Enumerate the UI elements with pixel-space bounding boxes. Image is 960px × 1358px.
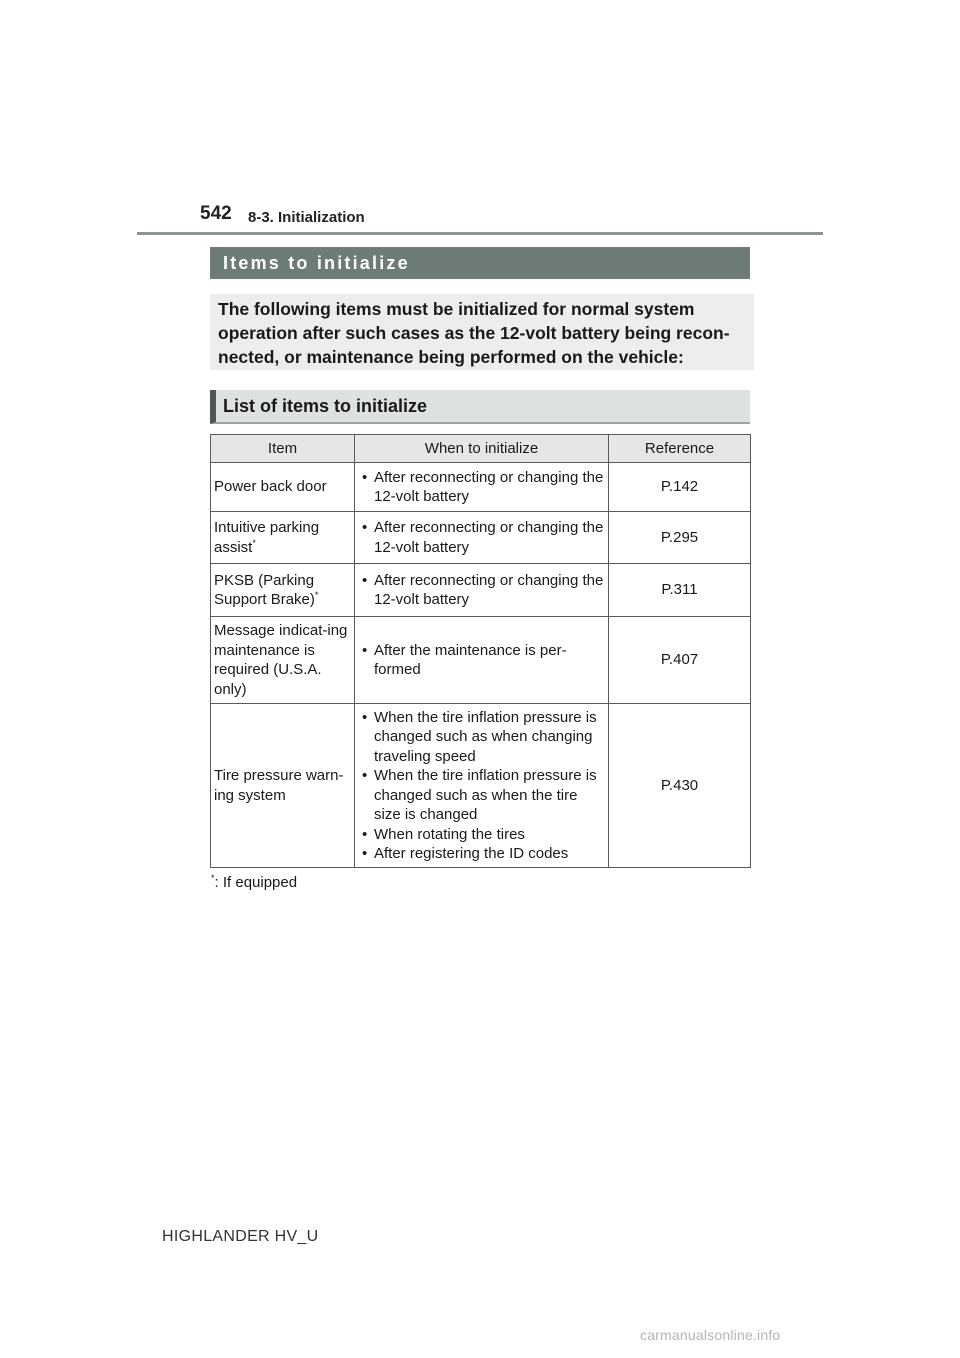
footnote-text: : If equipped (214, 874, 298, 891)
initialization-table (210, 434, 751, 868)
reference-cell: P.407 (609, 617, 751, 704)
item-cell (211, 512, 355, 564)
condition-list (358, 518, 605, 557)
reference-cell: P.295 (609, 512, 751, 564)
footnote (211, 874, 297, 891)
section-title: 8-3. Initialization (248, 209, 365, 226)
watermark: carmanualsonline.info (640, 1327, 781, 1343)
page-number: 542 (200, 203, 232, 224)
condition-item: • After reconnecting or changing the 12-volt battery (374, 571, 605, 610)
page-title: Items to initialize (223, 252, 410, 273)
equipped-asterisk: * (314, 590, 319, 600)
item-name: PKSB (Parking Support Brake) (214, 571, 315, 608)
intro-box (210, 294, 754, 370)
header-divider (137, 232, 823, 235)
condition-item: • After reconnecting or changing the 12-volt battery (374, 518, 605, 557)
column-header-reference: Reference (609, 435, 751, 463)
table-row (211, 463, 751, 512)
reference-cell: P.311 (609, 564, 751, 617)
table-row (211, 512, 751, 564)
condition-list (358, 708, 605, 864)
item-cell (211, 463, 355, 512)
condition-item: • After the maintenance is per-formed (374, 641, 605, 680)
intro-text: The following items must be initialized for normal system operation after such cases as the 12-volt battery being recon-nected, or maintenance being performed on the vehicle: (218, 299, 730, 367)
table-header-row (211, 435, 751, 463)
equipped-asterisk: * (252, 537, 256, 548)
column-header-item: Item (211, 435, 355, 463)
when-cell (355, 512, 609, 564)
item-cell (211, 617, 355, 704)
list-subheading (210, 390, 750, 424)
when-cell (355, 564, 609, 617)
when-cell (355, 463, 609, 512)
subheading-text: List of items to initialize (223, 395, 428, 416)
item-name: Tire pressure warn-ing system (214, 767, 344, 804)
item-cell (211, 704, 355, 868)
reference-cell: P.430 (609, 704, 751, 868)
condition-item: • When rotating the tires (374, 825, 605, 845)
reference-cell: P.142 (609, 463, 751, 512)
when-cell (355, 617, 609, 704)
item-name: Power back door (214, 478, 327, 496)
item-name: Intuitive parking assist (214, 519, 320, 556)
condition-item: • After registering the ID codes (374, 844, 605, 864)
page-title-bar (210, 247, 750, 279)
model-footer: HIGHLANDER HV_U (162, 1228, 319, 1245)
condition-item: • When the tire inflation pressure is changed such as when the tire size is changed (374, 766, 605, 825)
condition-list (358, 468, 605, 507)
item-cell (211, 564, 355, 617)
table-row (211, 617, 751, 704)
table-row (211, 564, 751, 617)
table-row (211, 704, 751, 868)
condition-item: • After reconnecting or changing the 12-volt battery (374, 468, 605, 507)
condition-item: • When the tire inflation pressure is changed such as when changing traveling speed (374, 708, 605, 767)
condition-list (358, 641, 605, 680)
when-cell (355, 704, 609, 868)
footnote-marker: * (211, 873, 215, 883)
column-header-when: When to initialize (355, 435, 609, 463)
condition-list (358, 571, 605, 610)
item-name: Message indicat-ing maintenance is required (U.S.A. only) (214, 622, 348, 698)
